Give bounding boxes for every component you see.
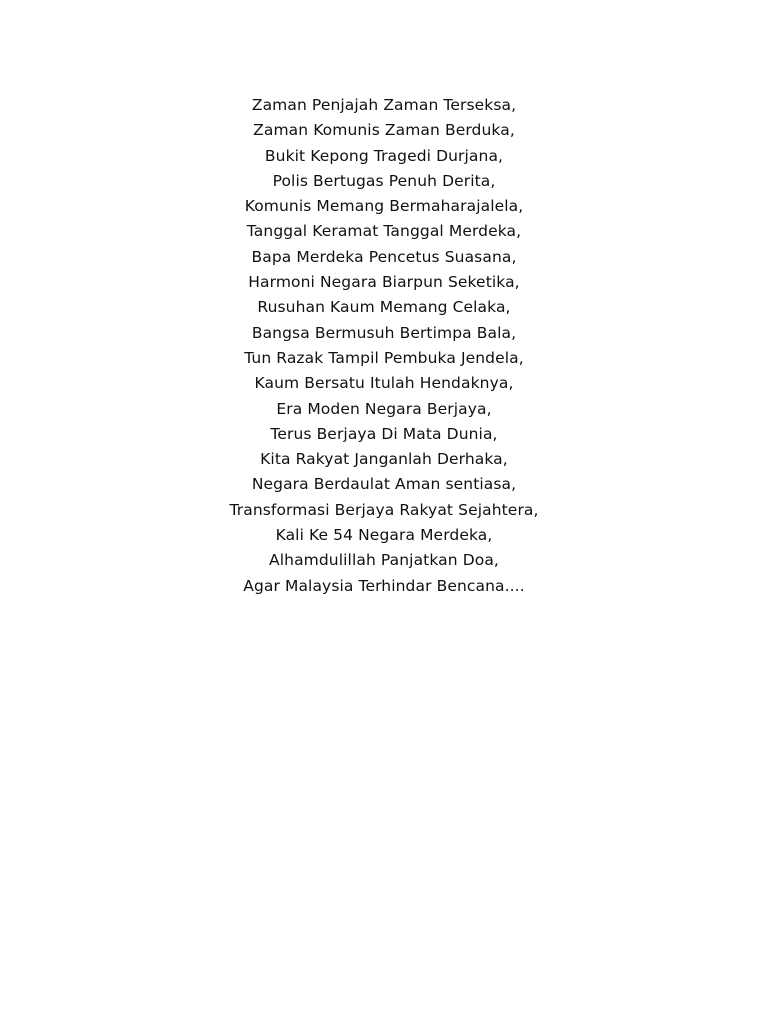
poem-line-12: Kaum Bersatu Itulah Hendaknya, bbox=[254, 374, 514, 393]
poem-line-19: Alhamdulillah Panjatkan Doa, bbox=[269, 551, 499, 570]
poem-line-20: Agar Malaysia Terhindar Bencana.... bbox=[243, 576, 525, 595]
poem-line-3: Bukit Kepong Tragedi Durjana, bbox=[264, 146, 504, 165]
poem-line-13: Era Moden Negara Berjaya, bbox=[276, 399, 492, 418]
poem-line-14: Terus Berjaya Di Mata Dunia, bbox=[270, 424, 498, 443]
poem-line-15: Kita Rakyat Janganlah Derhaka, bbox=[260, 450, 508, 469]
poem-line-2: Zaman Komunis Zaman Berduka, bbox=[253, 121, 515, 140]
poem-text bbox=[0, 93, 768, 599]
poem-line-5: Komunis Memang Bermaharajalela, bbox=[244, 197, 524, 216]
poem-line-16: Negara Berdaulat Aman sentiasa, bbox=[251, 475, 517, 494]
poem-line-4: Polis Bertugas Penuh Derita, bbox=[272, 171, 496, 190]
poem-line-6: Tanggal Keramat Tanggal Merdeka, bbox=[246, 222, 522, 241]
poem-line-1: Zaman Penjajah Zaman Terseksa, bbox=[251, 96, 517, 114]
poem-line-7: Bapa Merdeka Pencetus Suasana, bbox=[251, 247, 517, 266]
poem-line-10: Bangsa Bermusuh Bertimpa Bala, bbox=[251, 323, 517, 342]
poem-line-18: Kali Ke 54 Negara Merdeka, bbox=[275, 526, 493, 545]
poem-line-11: Tun Razak Tampil Pembuka Jendela, bbox=[244, 348, 524, 367]
poem-line-9: Rusuhan Kaum Memang Celaka, bbox=[257, 298, 511, 317]
poem-line-17: Transformasi Berjaya Rakyat Sejahtera, bbox=[229, 500, 539, 519]
poem-line-8: Harmoni Negara Biarpun Seketika, bbox=[248, 273, 520, 292]
